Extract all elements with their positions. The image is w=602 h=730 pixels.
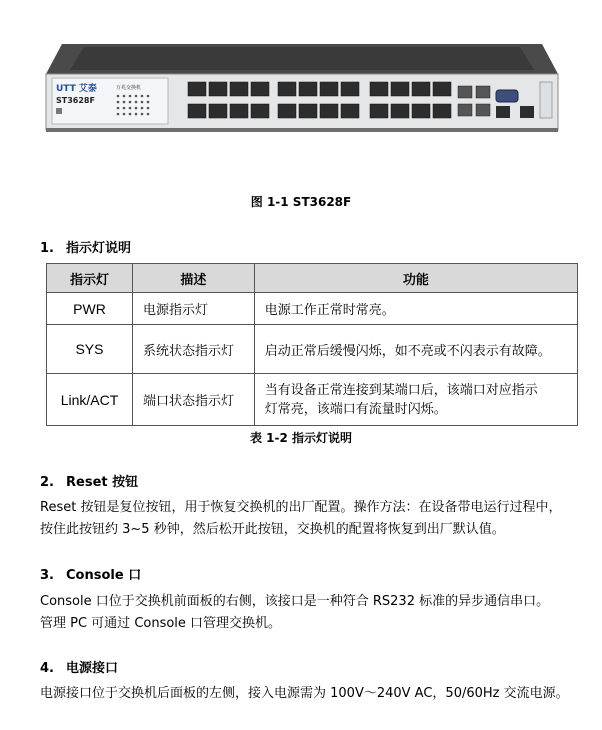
section-3-paragraph: Console 口位于交换机前面板的右侧，该接口是一种符合 RS232 标准的异步通信串口。 管理 PC 可通过 Console 口管理交换机。 [40, 594, 550, 631]
table-header-desc: 描述 [132, 264, 254, 293]
section-heading-1: 1. 指示灯说明 [40, 241, 132, 256]
section-2-paragraph: Reset 按钮是复位按钮，用于恢复交换机的出厂配置。操作方法：在设备带电运行过程中， 按住此按钮约 3~5 秒钟，然后松开此按钮，交换机的配置将恢复到出厂默认值。 [40, 500, 562, 537]
led-func: 电源工作正常时常亮。 [254, 293, 577, 325]
figure-caption: 图 1-1 ST3628F [250, 195, 352, 209]
table-row [47, 374, 578, 426]
device-model-label: ST3628F [56, 96, 95, 105]
table-header-func: 功能 [254, 264, 577, 293]
section-heading-3: 3. Console 口 [40, 568, 142, 583]
led-desc: 系统状态指示灯 [132, 325, 254, 374]
table-header-row [47, 264, 578, 293]
led-table [46, 263, 578, 426]
section-heading-2: 2. Reset 按钮 [40, 475, 139, 490]
led-name: SYS [47, 325, 133, 374]
table-row [47, 293, 578, 325]
led-func: 启动正常后缓慢闪烁，如不亮或不闪表示有故障。 [254, 325, 577, 374]
console-port [496, 90, 518, 102]
device-subtitle: 万兆交换机 [116, 85, 142, 91]
section-4-paragraph: 电源接口位于交换机后面板的左侧，接入电源需为 100V～240V AC，50/60Hz 交流电源。 [40, 686, 569, 701]
table-caption: 表 1-2 指示灯说明 [249, 431, 353, 445]
led-name: Link/ACT [47, 374, 133, 426]
led-desc: 电源指示灯 [132, 293, 254, 325]
led-name: PWR [47, 293, 133, 325]
table-header-led: 指示灯 [47, 264, 133, 293]
led-desc: 端口状态指示灯 [132, 374, 254, 426]
table-row [47, 325, 578, 374]
brand-logo: UTT 艾泰 [56, 84, 97, 94]
led-func: 当有设备正常连接到某端口后，该端口对应指示 灯常亮，该端口有流量时闪烁。 [254, 374, 577, 426]
switch-front-panel-image [44, 44, 560, 134]
section-heading-4: 4. 电源接口 [40, 661, 119, 676]
